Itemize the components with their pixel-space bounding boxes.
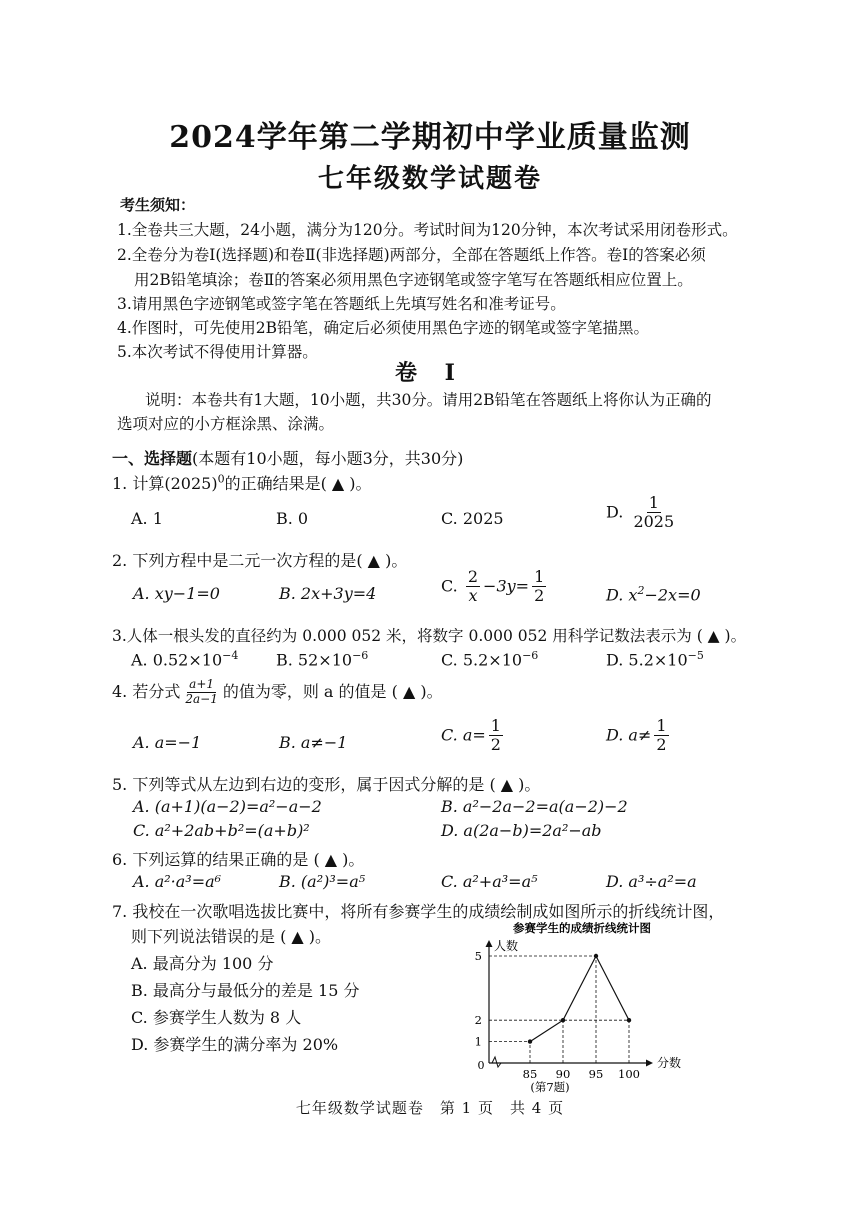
- q4-fraction: [183, 678, 219, 707]
- notice-line-6: 5.本次考试不得使用计算器。: [117, 343, 318, 361]
- notice-line-4: 3.请用黑色字迹钢笔或签字笔在答题纸上先填写姓名和准考证号。: [117, 295, 566, 313]
- y-axis-label: 人数: [494, 939, 519, 953]
- data-point: [627, 1018, 631, 1022]
- q3-c-text: C. 5.2×10: [441, 650, 523, 670]
- notice-line-5: 4.作图时，可先使用2B铅笔，确定后必须使用黑色字迹的钢笔或签字笔描黑。: [117, 319, 650, 337]
- y-axis-arrow: [486, 940, 493, 947]
- q4-stem-a: 4. 若分式: [112, 681, 181, 701]
- q2-option-d: [606, 584, 701, 604]
- q5-option-d: D. a(2a−b)=2a²−ab: [441, 821, 602, 840]
- q6-option-a: A. a²·a³=a⁶: [133, 872, 222, 891]
- y-tick-label: 1: [474, 1034, 482, 1049]
- part-heading: [112, 446, 463, 469]
- q1-stem: [112, 471, 372, 494]
- series-line: [530, 956, 629, 1042]
- q6-option-d: D. a³÷a²=a: [606, 872, 697, 891]
- q1-stem-sup: 0: [217, 472, 225, 486]
- q2-c-den2: 2: [534, 586, 545, 606]
- q2-c-num1: 2: [467, 567, 479, 586]
- q4-d-prefix: D. a≠: [606, 725, 652, 745]
- q3-a-sup: −4: [222, 649, 239, 662]
- q6-stem: 6. 下列运算的结果正确的是 ( ▲ )。: [112, 850, 365, 869]
- q2-option-b: B. 2x+3y=4: [279, 584, 377, 603]
- origin-label: 0: [477, 1059, 485, 1072]
- q3-a-text: A. 0.52×10: [131, 650, 223, 670]
- q3-option-c: [441, 649, 538, 669]
- q4-c-den: 2: [490, 735, 501, 755]
- q2-d-sup: 2: [637, 584, 645, 597]
- q1-option-d-prefix: D.: [606, 502, 624, 522]
- x-tick-label: 95: [588, 1067, 604, 1081]
- q2-c-den1: x: [468, 586, 478, 606]
- q1-stem-text: 1. 计算(2025): [112, 474, 218, 493]
- q1-option-d-fraction: [631, 494, 676, 532]
- exam-title: 2024学年第二学期初中学业质量监测: [169, 120, 691, 155]
- q3-option-b: [276, 649, 368, 669]
- q1-d-numerator: 1: [648, 493, 659, 512]
- q5-option-c: C. a²+2ab+b²=(a+b)²: [133, 821, 310, 840]
- section-desc-line2: 选项对应的小方框涂黑、涂满。: [117, 415, 335, 433]
- q1-d-denominator: 2025: [633, 512, 675, 532]
- q4-c-num: 1: [490, 716, 501, 735]
- q4-option-d: [606, 717, 672, 755]
- x-tick-label: 85: [522, 1067, 538, 1081]
- q7-option-c: C. 参赛学生人数为 8 人: [131, 1008, 302, 1027]
- q4-option-c: [441, 717, 506, 755]
- exam-subtitle: 七年级数学试题卷: [317, 164, 542, 194]
- page-footer: 七年级数学试题卷 第 1 页 共 4 页: [295, 1099, 565, 1117]
- q7-option-b: B. 最高分与最低分的差是 15 分: [131, 981, 360, 1000]
- q5-option-a: A. (a+1)(a−2)=a²−a−2: [133, 797, 322, 816]
- q3-d-text: D. 5.2×10: [606, 650, 688, 670]
- q2-option-c: [441, 568, 549, 606]
- q2-c-fraction-2: [532, 568, 546, 606]
- q1-option-a: A. 1: [131, 509, 163, 528]
- x-axis-label: 分数: [657, 1056, 682, 1070]
- q3-stem: 3.人体一根头发的直径约为 0.000 052 米，将数字 0.000 052 用科学记数法表示为 ( ▲ )。: [112, 627, 747, 645]
- q2-c-fraction-1: [466, 568, 480, 606]
- q4-c-prefix: C. a=: [441, 725, 486, 745]
- q4-option-a: A. a=−1: [133, 733, 202, 752]
- chart-plot-area: [475, 938, 681, 1093]
- q6-option-b: B. (a²)³=a⁵: [279, 872, 366, 891]
- q2-option-a: A. xy−1=0: [133, 584, 220, 603]
- q1-option-b: B. 0: [276, 509, 309, 528]
- q4-stem-b: 的值为零，则 a 的值是 ( ▲ )。: [222, 681, 443, 701]
- y-tick-label: 2: [474, 1013, 482, 1028]
- y-tick-label: 5: [474, 949, 482, 963]
- q2-c-num2: 1: [534, 567, 545, 586]
- q2-d-b: −2x=0: [644, 585, 701, 605]
- q3-c-sup: −6: [522, 649, 539, 662]
- q5-option-b: B. a²−2a−2=a(a−2)−2: [441, 797, 628, 816]
- q4-d-den: 2: [656, 735, 667, 755]
- q4-d-num: 1: [656, 716, 667, 735]
- data-point: [594, 954, 598, 958]
- data-point: [561, 1018, 565, 1022]
- q4-stem: [112, 678, 443, 707]
- q4-denominator: 2a−1: [185, 691, 218, 706]
- q4-option-b: B. a≠−1: [279, 733, 348, 752]
- section-title: 卷 Ⅰ: [395, 360, 465, 386]
- q7-line-chart: [462, 918, 702, 1093]
- x-tick-label: 90: [555, 1067, 571, 1081]
- q2-d-a: D. x: [606, 585, 638, 605]
- q7-stem-2: 则下列说法错误的是 ( ▲ )。: [131, 927, 332, 946]
- chart-svg: [462, 918, 702, 1093]
- q3-b-sup: −6: [352, 649, 369, 662]
- q3-b-text: B. 52×10: [276, 650, 353, 670]
- q6-option-c: C. a²+a³=a⁵: [441, 872, 538, 891]
- x-axis-break: [492, 1057, 501, 1067]
- chart-title: 参赛学生的成绩折线统计图: [513, 921, 651, 935]
- q1-option-d: [606, 494, 679, 532]
- part-heading-title: 一、选择题: [112, 449, 193, 468]
- notice-line-2: 2.全卷分为卷Ⅰ(选择题)和卷Ⅱ(非选择题)两部分，全部在答题纸上作答。卷Ⅰ的答案必须: [117, 246, 706, 264]
- notice-line-1: 1.全卷共三大题，24小题，满分为120分。考试时间为120分钟，本次考试采用闭卷形式。: [117, 221, 738, 239]
- section-desc-line1: 说明：本卷共有1大题，10小题，共30分。请用2B铅笔在答题纸上将你认为正确的: [145, 391, 712, 409]
- q2-stem: 2. 下列方程中是二元一次方程的是( ▲ )。: [112, 551, 408, 570]
- q2-c-mid: −3y=: [483, 576, 530, 596]
- chart-caption: (第7题): [530, 1080, 570, 1093]
- q3-d-sup: −5: [687, 649, 704, 662]
- data-point: [528, 1039, 532, 1043]
- notice-line-3: 用2B铅笔填涂；卷Ⅱ的答案必须用黑色字迹钢笔或签字笔写在答题纸相应位置上。: [134, 271, 693, 289]
- x-tick-label: 100: [618, 1067, 640, 1081]
- part-heading-note: (本题有10小题，每小题3分，共30分): [192, 449, 464, 468]
- q4-d-fraction: [654, 717, 668, 755]
- q2-option-c-prefix: C.: [441, 576, 458, 596]
- q5-stem: 5. 下列等式从左边到右边的变形，属于因式分解的是 ( ▲ )。: [112, 775, 541, 794]
- q7-option-a: A. 最高分为 100 分: [131, 954, 274, 973]
- q3-option-d: [606, 649, 704, 669]
- q3-option-a: [131, 649, 238, 669]
- q1-option-c: C. 2025: [441, 509, 504, 528]
- notice-heading: 考生须知：: [120, 196, 196, 214]
- x-axis-arrow: [646, 1060, 653, 1067]
- q7-stem: 7. 我校在一次歌唱选拔比赛中，将所有参赛学生的成绩绘制成如图所示的折线统计图，: [112, 902, 725, 921]
- q1-stem-end: 的正确结果是( ▲ )。: [224, 474, 372, 493]
- q7-option-d: D. 参赛学生的满分率为 20%: [131, 1035, 339, 1054]
- q4-numerator: a+1: [189, 677, 215, 691]
- q4-c-fraction: [489, 717, 503, 755]
